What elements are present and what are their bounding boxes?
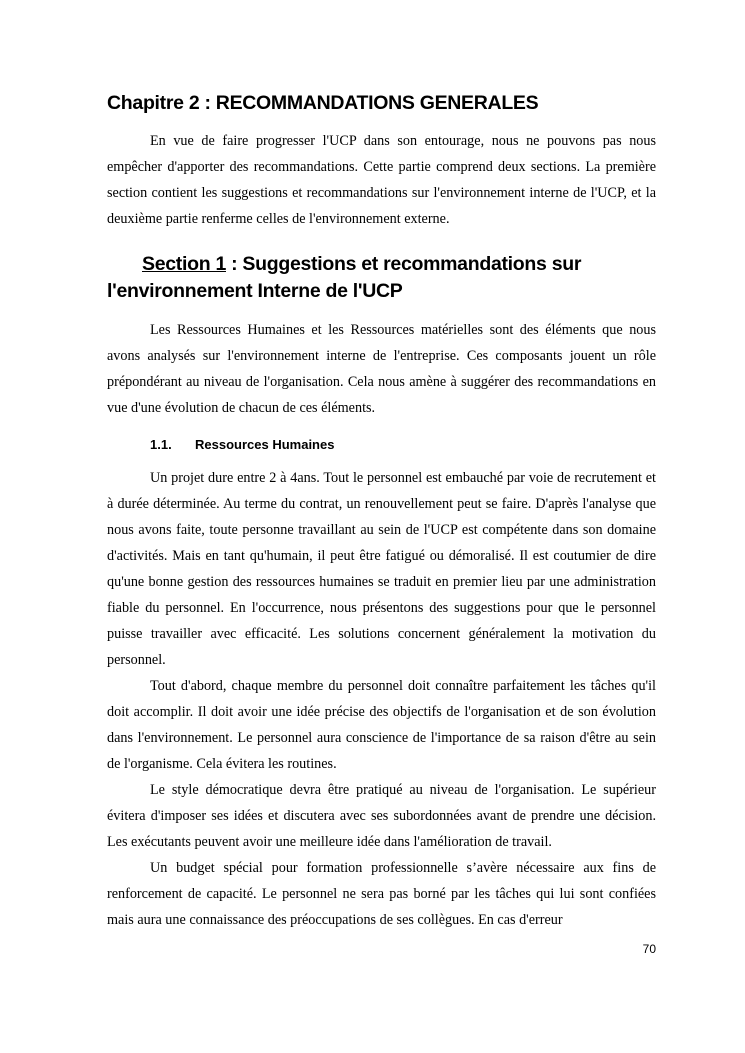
body-paragraph: Tout d'abord, chaque membre du personnel doit connaître parfaitement les tâches qu'il doit accomplir. Il doit avoir une idée précise des objectifs de l'organisation et de son évolution dans l'environnement. Le personnel aura conscience de l'importance de sa raison d'être au sein de l'organisme. Cela évitera les routines. (107, 678, 656, 772)
page-number: 70 (642, 942, 656, 956)
section-1-intro-paragraph: Les Ressources Humaines et les Ressources matérielles sont des éléments que nous avons analysés sur l'environnement interne de l'entreprise. Ces composants jouent un rôle prépondérant au niveau de l'organisation. Cela nous amène à suggérer des recommandations en vue d'une évolution de chacun de ces éléments. (107, 322, 656, 416)
page-content (107, 90, 656, 933)
section-1-label: Section 1 (142, 253, 226, 275)
subsection-heading (150, 434, 656, 456)
body-paragraph: Un budget spécial pour formation professionnelle s’avère nécessaire aux fins de renforcement de capacité. Le personnel ne sera pas borné par les tâches qui lui sont confiées mais aura une connaissance des préoccupations de ses collègues. En cas d'erreur (107, 860, 656, 928)
body-paragraph: Un projet dure entre 2 à 4ans. Tout le personnel est embauché par voie de recrutement et à durée déterminée. Au terme du contrat, un renouvellement peut se faire. D'après l'analyse que nous avons faite, toute personne travaillant au sein de l'UCP est compétente dans son domaine d'activités. Mais en tant qu'humain, il peut être fatigué ou démoralisé. Il est coutumier de dire qu'une bonne gestion des ressources humaines se traduit en premier lieu par une administration fiable du personnel. En l'occurrence, nous présentons des suggestions pour que le personnel puisse travailler avec efficacité. Les solutions concernent généralement la motivation du personnel. (107, 470, 656, 668)
subsection-title: Ressources Humaines (195, 437, 335, 452)
subsection-number: 1.1. (150, 437, 172, 452)
chapter-title: Chapitre 2 : RECOMMANDATIONS GENERALES (107, 92, 539, 114)
section-1-heading (107, 251, 656, 305)
body-paragraph: Le style démocratique devra être pratiqué au niveau de l'organisation. Le supérieur évitera d'imposer ses idées et discutera avec ses subordonnées avant de prendre une décision. Les exécutants peuvent avoir une meilleure idée dans l'amélioration de travail. (107, 782, 656, 850)
chapter-intro-paragraph: En vue de faire progresser l'UCP dans son entourage, nous ne pouvons pas nous empêcher d'apporter des recommandations. Cette partie comprend deux sections. La première section contient les suggestions et recommandations sur l'environnement interne de l'UCP, et la deuxième partie renferme celles de l'environnement externe. (107, 133, 656, 227)
section-1-title: : Suggestions et recommandations sur l'environnement Interne de l'UCP (107, 253, 582, 302)
